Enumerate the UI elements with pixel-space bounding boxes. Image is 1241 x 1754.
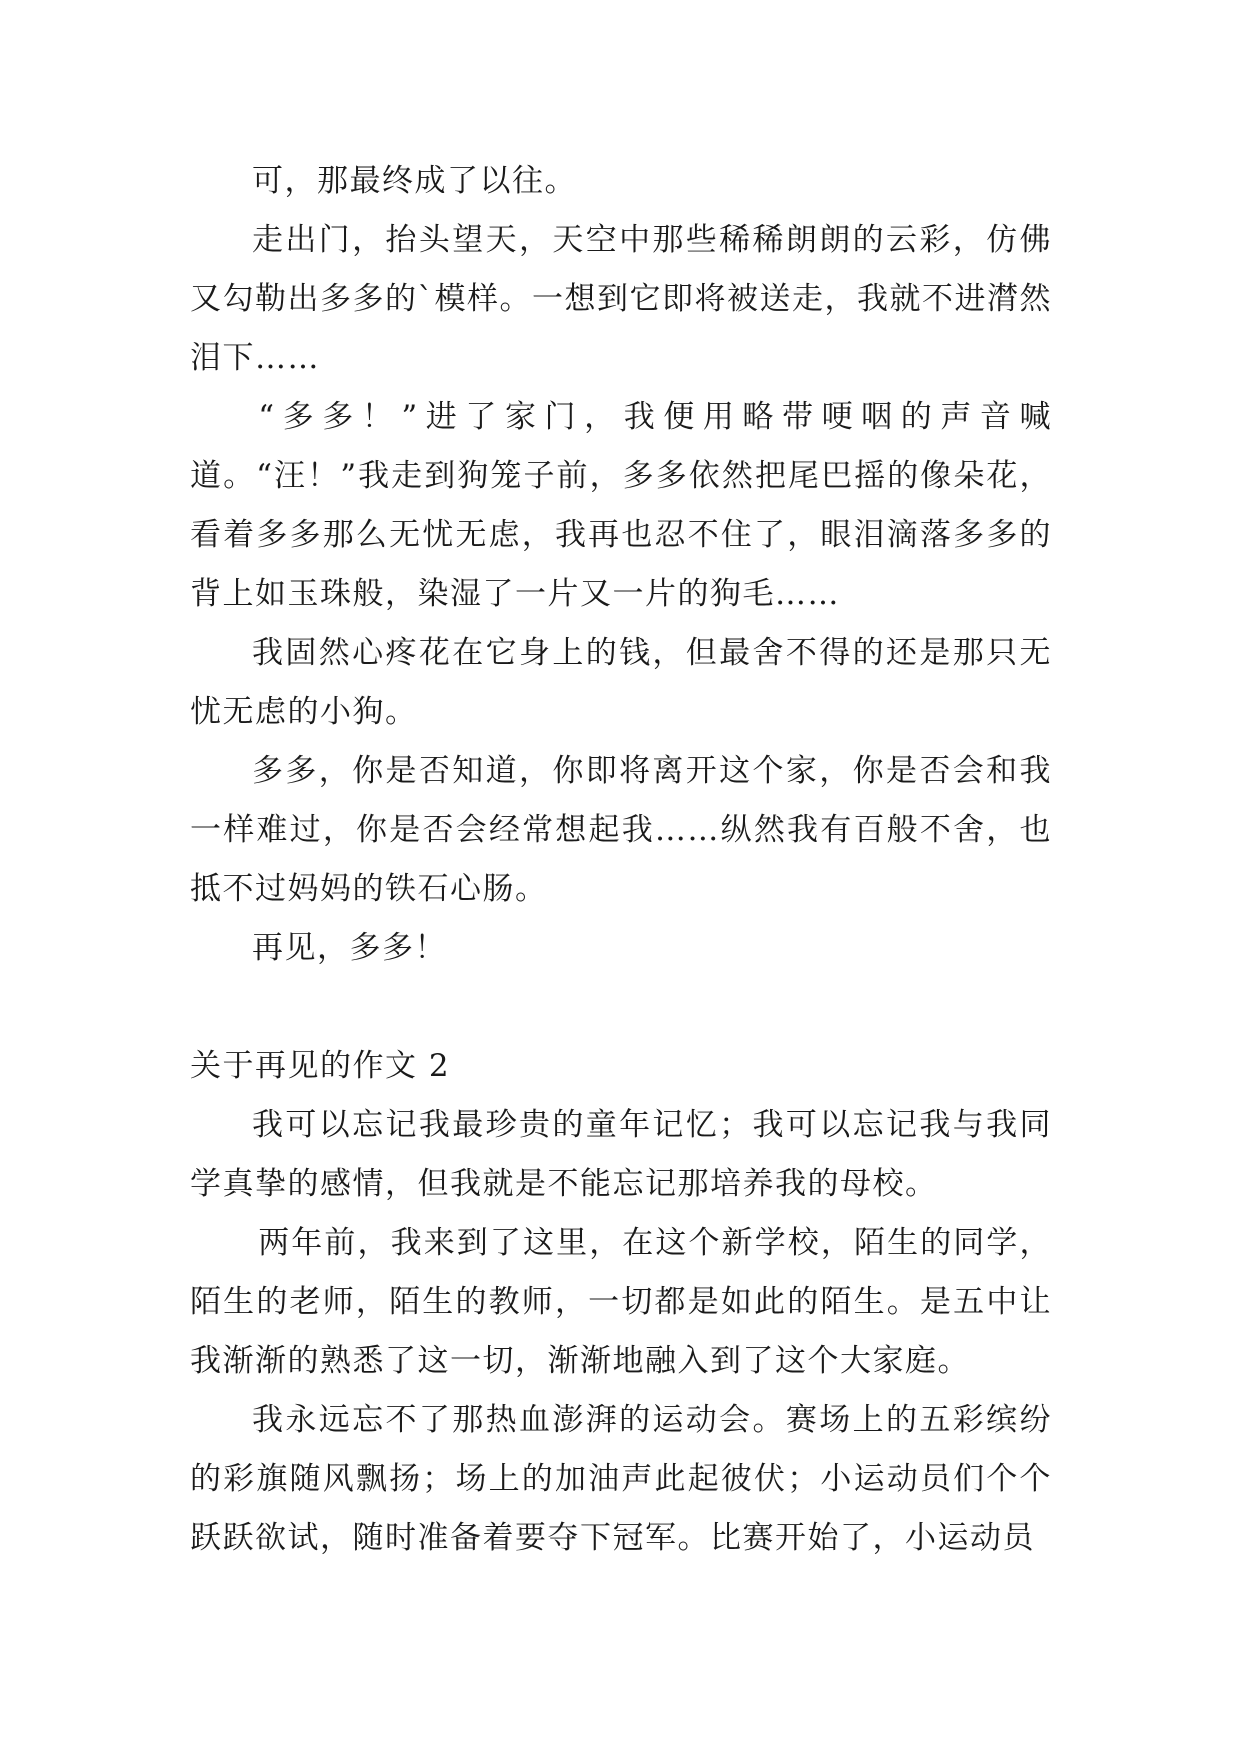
paragraph: 再见，多多！: [252, 930, 447, 966]
paragraph: 可，那最终成了以往。: [252, 163, 577, 199]
paragraph: 我固然心疼花在它身上的钱，但最舍不得的还是那只无忧无虑的小狗。: [190, 635, 1052, 730]
paragraph: 我永远忘不了那热血澎湃的运动会。赛场上的五彩缤纷的彩旗随风飘扬；场上的加油声此起彼伏；小运动员们个个跃跃欲试，随时准备着要夺下冠军。比赛开始了，小运动员: [190, 1402, 1052, 1556]
paragraph: 两年前，我来到了这里，在这个新学校，陌生的同学，陌生的老师，陌生的教师，一切都是如此的陌生。是五中让我渐渐的熟悉了这一切，渐渐地融入到了这个大家庭。: [190, 1225, 1052, 1379]
paragraph: 走出门，抬头望天，天空中那些稀稀朗朗的云彩，仿佛又勾勒出多多的`模样。一想到它即将被送走，我就不进潸然泪下……: [190, 222, 1052, 376]
paragraph: “多多！”进了家门，我便用略带哽咽的声音喊道。“汪！”我走到狗笼子前，多多依然把尾巴摇的像朵花，看着多多那么无忧无虑，我再也忍不住了，眼泪滴落多多的背上如玉珠般，染湿了一片又一片的狗毛……: [190, 399, 1052, 612]
paragraph: 我可以忘记我最珍贵的童年记忆；我可以忘记我与我同学真挚的感情，但我就是不能忘记那培养我的母校。: [190, 1107, 1052, 1202]
document-body: [190, 152, 1052, 1568]
section-gap: [190, 978, 1052, 1037]
section-title: 关于再见的作文 2: [190, 1048, 451, 1084]
paragraph: 多多，你是否知道，你即将离开这个家，你是否会和我一样难过，你是否会经常想起我……纵然我有百般不舍，也抵不过妈妈的铁石心肠。: [190, 753, 1052, 907]
